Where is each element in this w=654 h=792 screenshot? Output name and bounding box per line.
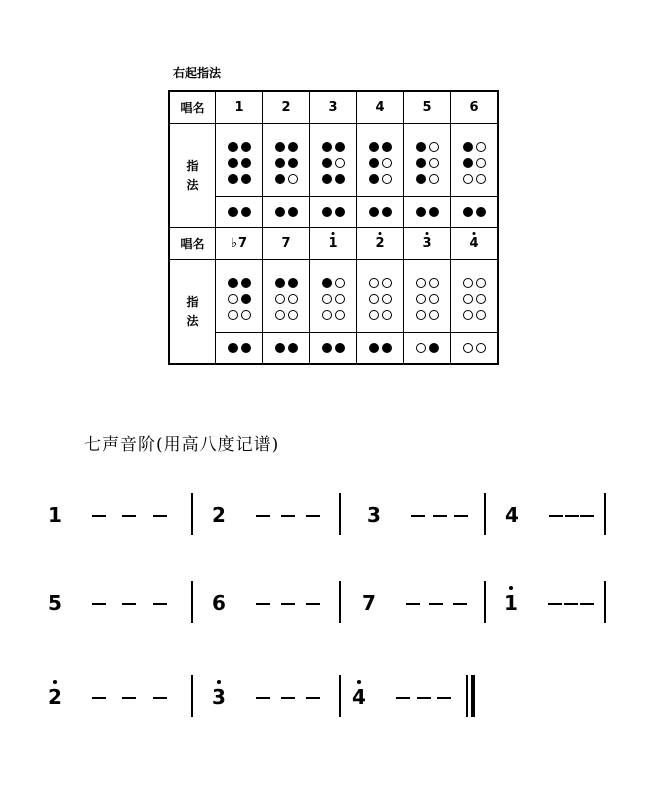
duration-dash [122,697,136,699]
pitch-digit: 4 [469,236,479,251]
bar-line [339,675,341,717]
pitch-digit: 7 [281,236,291,251]
duration-dash [406,603,420,605]
note-digit: 3 [212,685,226,709]
pitch-name-label: 唱名 [169,91,216,124]
duration-dash [281,515,295,517]
note-digit: 2 [48,685,62,709]
flat-sign: ♭ [230,236,238,251]
pitch-digit: 3 [422,236,432,251]
pitch-digit: 3 [328,100,338,115]
duration-dash [417,697,431,699]
duration-dash [153,515,167,517]
duration-dash [92,603,106,605]
bar-line [604,581,606,623]
duration-dash [153,697,167,699]
duration-dash [256,697,270,699]
duration-dash [429,603,443,605]
pitch-digit: 1 [234,100,244,115]
note-digit: 5 [48,591,62,615]
duration-dash [453,603,467,605]
note-digit: 6 [212,591,226,615]
bar-line [191,675,193,717]
duration-dash [281,697,295,699]
duration-dash [256,515,270,517]
pitch-digit: 5 [422,100,432,115]
bar-line [484,581,486,623]
scale-note [212,591,226,615]
pitch-digit: 6 [469,100,479,115]
note-digit: 4 [352,685,366,709]
duration-dash [433,515,447,517]
duration-dash [549,515,563,517]
duration-dash [580,515,594,517]
duration-dash [564,603,578,605]
bar-line [604,493,606,535]
fingering-label: 指 法 [169,124,216,228]
table-caption: 右起指法 [173,66,222,80]
octave-dot-icon [357,680,361,684]
duration-dash [306,603,320,605]
duration-dash [548,603,562,605]
duration-dash [565,515,579,517]
duration-dash [153,603,167,605]
bar-line [484,493,486,535]
note-digit: 4 [505,503,519,527]
bar-line [191,493,193,535]
duration-dash [122,603,136,605]
octave-dot-icon [217,680,221,684]
pitch-digit: 2 [375,236,385,251]
duration-dash [92,697,106,699]
scale-note [505,503,519,527]
duration-dash [281,603,295,605]
fingering-label: 指 法 [169,260,216,365]
duration-dash [396,697,410,699]
bar-line [191,581,193,623]
scale-note [48,503,62,527]
duration-dash [92,515,106,517]
duration-dash [411,515,425,517]
duration-dash [122,515,136,517]
duration-dash [454,515,468,517]
duration-dash [437,697,451,699]
scale-title: 七声音阶(用高八度记谱) [84,435,280,455]
note-digit: 2 [212,503,226,527]
octave-dot-icon [53,680,57,684]
scale-note [48,591,62,615]
bar-line [339,493,341,535]
bar-line [339,581,341,623]
note-digit: 1 [48,503,62,527]
scale-note [212,503,226,527]
pitch-digit: 4 [375,100,385,115]
duration-dash [256,603,270,605]
duration-dash [580,603,594,605]
pitch-digit: 1 [328,236,338,251]
scale-note [352,685,366,709]
scale-note [212,685,226,709]
note-digit: 1 [504,591,518,615]
scale-note [504,591,518,615]
pitch-digit: 7 [238,236,248,251]
octave-dot-icon [509,586,513,590]
duration-dash [306,697,320,699]
final-bar-thick [471,675,475,717]
final-bar-thin [466,675,468,717]
pitch-name-label: 唱名 [169,228,216,260]
note-digit: 7 [362,591,376,615]
duration-dash [306,515,320,517]
note-digit: 3 [367,503,381,527]
scale-note [367,503,381,527]
scale-note [48,685,62,709]
pitch-digit: 2 [281,100,291,115]
scale-note [362,591,376,615]
